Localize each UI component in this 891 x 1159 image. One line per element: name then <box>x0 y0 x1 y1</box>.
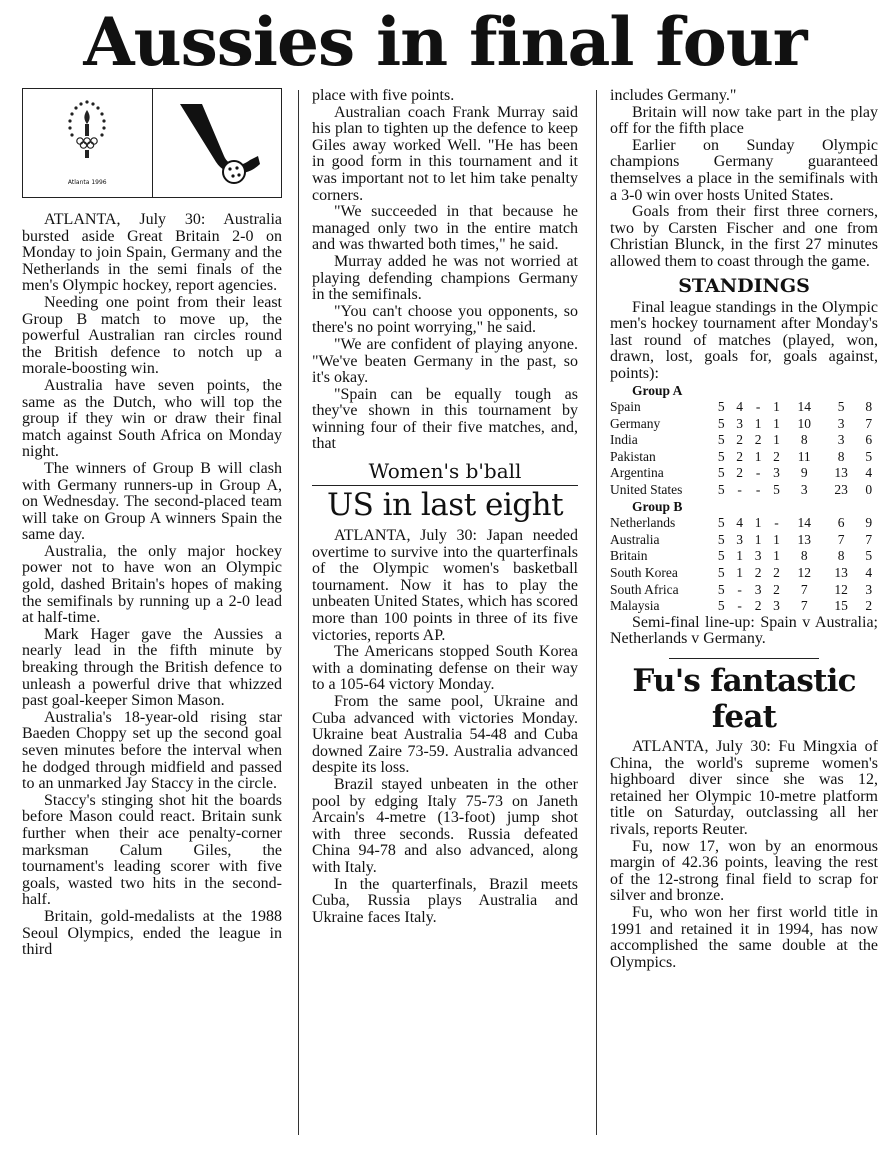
article-paragraph: Fu, who won her first world title in 1991 and retained it in 1994, has now accomplished the same double at the Olympics. <box>610 903 878 971</box>
standings-cell: 1 <box>736 565 744 581</box>
standings-cell: - <box>755 399 761 415</box>
standings-cell: - <box>737 482 742 498</box>
olympic-logo <box>23 89 152 197</box>
standings-table <box>610 383 878 615</box>
standings-cell: 4 <box>865 465 873 481</box>
article-paragraph: Britain, gold-medalists at the 1988 Seoul Olympics, ended the league in third <box>22 907 282 959</box>
standings-cell: 3 <box>736 415 744 431</box>
standings-cell: 1 <box>736 548 744 564</box>
standings-cell: 5 <box>717 531 725 547</box>
article-paragraph: Britain will now take part in the play off for the fifth place <box>610 103 878 138</box>
article-paragraph: Australian coach Frank Murray said his plan to tighten up the defence to keep Giles away worked Well. "He has been in good form in this tournament and it was important not to let him take penalty corners. <box>312 103 578 204</box>
group-name: Group A <box>632 382 683 398</box>
article-logos <box>22 88 282 198</box>
semifinal-lineup: Semi-final line-up: Spain v Australia; Netherlands v Germany. <box>610 613 878 648</box>
standings-row <box>610 598 878 615</box>
standings-cell: 12 <box>797 565 811 581</box>
standings-cell: - <box>755 482 761 498</box>
column-divider <box>298 90 299 1135</box>
article-paragraph: Mark Hager gave the Aussies a nearly lead in the fifth minute by breaking through the British defence to unleash a powerful drive that whizzed past goal-keeper Simon Mason. <box>22 625 282 710</box>
standings-cell: 23 <box>834 482 848 498</box>
team-name: Pakistan <box>610 448 656 464</box>
article-paragraph: includes Germany." <box>610 87 737 104</box>
standings-row <box>610 565 878 582</box>
team-name: South Africa <box>610 581 679 597</box>
standings-cell: 5 <box>773 482 780 498</box>
article-paragraph: ATLANTA, July 30: Japan needed overtime to survive into the quarterfinals of the Olympic women's basketball tournament. Now it has to play the unbeaten United States, which has scored more than 100 points in three of its five victories, reports AP. <box>312 527 578 644</box>
standings-cell: 4 <box>736 399 744 415</box>
standings-row <box>610 548 878 565</box>
standings-cell: 3 <box>736 531 744 547</box>
standings-row <box>610 482 878 499</box>
hockey-article-column-1 <box>22 88 282 959</box>
standings-cell: 5 <box>837 399 845 415</box>
standings-row <box>610 432 878 449</box>
article-paragraph: place with five points. <box>312 87 455 104</box>
standings-cell: 2 <box>773 581 780 597</box>
article-paragraph: "We are confident of playing anyone. "We've beaten Germany in the past, so it's okay. <box>312 335 578 387</box>
standings-cell: 1 <box>754 531 762 547</box>
standings-cell: - <box>755 465 761 481</box>
standings-cell: 5 <box>865 548 873 564</box>
standings-cell: 2 <box>754 565 762 581</box>
article-column-2 <box>312 88 578 926</box>
article-paragraph: Murray added he was not worried at playing defending champions Germany in the semifinals. <box>312 252 578 304</box>
standings-cell: 2 <box>736 448 744 464</box>
article-paragraph: ATLANTA, July 30: Fu Mingxia of China, the world's supreme women's highboard diver since she was 12, retained her Olympic 10-metre platform title on Saturday, outclassing all her rivals, reports Reuter. <box>610 738 878 838</box>
standings-cell: 2 <box>773 448 780 464</box>
olympic-torch-icon <box>57 94 117 170</box>
standings-row <box>610 515 878 532</box>
standings-cell: 2 <box>736 432 744 448</box>
standings-cell: 7 <box>865 415 873 431</box>
standings-cell: 7 <box>800 581 808 597</box>
hockey-logo <box>152 89 282 197</box>
standings-cell: 5 <box>717 399 725 415</box>
standings-cell: 1 <box>773 531 780 547</box>
standings-cell: 7 <box>800 598 808 614</box>
article-paragraph: "Spain can be equally tough as they've shown in this tournament by winning four of their five matches, and, that <box>312 385 578 453</box>
standings-cell: 3 <box>837 432 845 448</box>
section-headline: Fu's fantastic feat <box>632 663 856 735</box>
standings-cell: 7 <box>865 531 873 547</box>
team-name: Argentina <box>610 465 664 481</box>
article-paragraph: The winners of Group B will clash with Germany runners-up in Group A, on Wednesday. The second-placed team will take on Group A winners Spain the same day. <box>22 459 282 544</box>
standings-cell: 3 <box>800 482 808 498</box>
standings-cell: 9 <box>800 465 808 481</box>
standings-cell: - <box>774 515 779 531</box>
standings-row <box>610 582 878 599</box>
standings-row <box>610 532 878 549</box>
standings-group-header <box>610 499 878 516</box>
standings-cell: - <box>737 598 742 614</box>
team-name: Britain <box>610 548 648 564</box>
standings-cell: 13 <box>834 465 848 481</box>
standings-cell: 5 <box>717 432 725 448</box>
article-paragraph: Needing one point from their least Group B match to move up, the powerful Australian ran circles round the British defence to notch up a morale-boosting win. <box>22 293 282 378</box>
article-paragraph: From the same pool, Ukraine and Cuba advanced with victories Monday. Ukraine beat Australia 54-48 and Cuba downed Zaire 73-59. Australia advanced despite its loss. <box>312 693 578 777</box>
standings-cell: 8 <box>837 548 845 564</box>
article-paragraph: "You can't choose you opponents, so there's no point worrying," he said. <box>312 302 578 337</box>
standings-cell: 8 <box>837 448 845 464</box>
standings-cell: 15 <box>834 598 848 614</box>
standings-cell: 5 <box>717 581 725 597</box>
team-name: Australia <box>610 531 660 547</box>
standings-cell: 2 <box>865 598 873 614</box>
standings-cell: 6 <box>865 432 873 448</box>
standings-cell: 9 <box>865 515 873 531</box>
team-name: United States <box>610 482 683 498</box>
page-headline: Aussies in final four <box>83 3 807 81</box>
standings-row <box>610 399 878 416</box>
standings-cell: 5 <box>717 465 725 481</box>
article-paragraph: ATLANTA, July 30: Australia bursted aside Great Britain 2-0 on Monday to join Spain, Germany and the Netherlands in the semi finals of the men's Olympic hockey, report agencies. <box>22 211 282 295</box>
standings-cell: 8 <box>800 432 808 448</box>
section-kicker: Women's b'ball <box>312 459 578 486</box>
article-paragraph: Australia have seven points, the same as the Dutch, who will top the group if they win or draw their final match against South Africa on Monday night. <box>22 376 282 461</box>
standings-title: STANDINGS <box>678 274 810 297</box>
standings-cell: 2 <box>773 565 780 581</box>
standings-row <box>610 416 878 433</box>
article-paragraph: "We succeeded in that because he managed only two in the entire match and was thwarted both times," he said. <box>312 203 578 254</box>
standings-row <box>610 465 878 482</box>
article-paragraph: Staccy's stinging shot hit the boards before Mason could react. Britain sunk further when their ace penalty-corner marksman Calum Giles, the tournament's leading scorer with five goals, wasted two hits in the second-half. <box>22 791 282 909</box>
standings-cell: 5 <box>717 515 725 531</box>
standings-cell: 3 <box>837 415 845 431</box>
standings-cell: 4 <box>736 515 744 531</box>
standings-cell: 8 <box>800 548 808 564</box>
standings-cell: 12 <box>834 581 848 597</box>
team-name: India <box>610 432 638 448</box>
section-headline: US in last eight <box>326 487 564 524</box>
article-paragraph: Brazil stayed unbeaten in the other pool by edging Italy 75-73 on Janeth Arcain's 4-metre (13-foot) jump shot with three seconds. Russia defeated China 94-78 and also advanced, along with Italy. <box>312 775 578 876</box>
standings-row <box>610 449 878 466</box>
standings-cell: 5 <box>717 415 725 431</box>
team-name: Malaysia <box>610 598 660 614</box>
standings-cell: 1 <box>754 448 762 464</box>
team-name: Netherlands <box>610 515 676 531</box>
group-name: Group B <box>632 498 683 514</box>
logo-caption: Atlanta 1996 <box>67 179 107 186</box>
standings-cell: 3 <box>773 598 780 614</box>
standings-cell: 14 <box>797 399 811 415</box>
standings-cell: 5 <box>865 448 873 464</box>
standings-cell: 5 <box>717 548 725 564</box>
standings-cell: 3 <box>754 581 762 597</box>
standings-cell: 1 <box>773 432 780 448</box>
standings-cell: 6 <box>837 515 845 531</box>
standings-cell: 13 <box>797 531 811 547</box>
standings-cell: 11 <box>797 448 811 464</box>
article-paragraph: Goals from their first three corners, two by Carsten Fischer and one from Christian Blunck, in the first 27 minutes allowed them to coast through the game. <box>610 203 878 270</box>
team-name: South Korea <box>610 565 678 581</box>
section-divider <box>669 658 819 659</box>
standings-cell: 3 <box>773 465 780 481</box>
standings-cell: 1 <box>773 548 780 564</box>
standings-cell: 2 <box>754 432 762 448</box>
article-paragraph: In the quarterfinals, Brazil meets Cuba, Russia plays Australia and Ukraine faces Italy. <box>312 875 578 926</box>
standings-cell: 5 <box>717 565 725 581</box>
standings-cell: 3 <box>865 581 873 597</box>
standings-cell: 13 <box>834 565 848 581</box>
standings-cell: 4 <box>865 565 873 581</box>
standings-cell: - <box>737 581 742 597</box>
team-name: Spain <box>610 399 641 415</box>
standings-cell: 5 <box>717 448 725 464</box>
standings-cell: 5 <box>717 598 725 614</box>
article-column-3 <box>610 88 878 971</box>
standings-cell: 1 <box>773 399 780 415</box>
article-paragraph: Australia, the only major hockey power not to have won an Olympic gold, dashed Britain's hopes of making the semifinals by running up a 2-0 lead at half-time. <box>22 542 282 627</box>
standings-cell: 1 <box>754 415 762 431</box>
hockey-stick-icon <box>162 98 272 188</box>
standings-cell: 1 <box>773 415 780 431</box>
standings-cell: 14 <box>797 515 811 531</box>
article-paragraph: The Americans stopped South Korea with a dominating defense on their way to a 105-64 victory Monday. <box>312 643 578 694</box>
team-name: Germany <box>610 415 661 431</box>
standings-cell: 7 <box>837 531 845 547</box>
standings-cell: 2 <box>736 465 744 481</box>
standings-group-header <box>610 383 878 400</box>
standings-cell: 3 <box>754 548 762 564</box>
standings-cell: 10 <box>797 415 811 431</box>
standings-cell: 0 <box>865 482 873 498</box>
article-paragraph: Earlier on Sunday Olympic champions Germany guaranteed themselves a place in the semifinals with a 3-0 win over hosts United States. <box>610 136 878 204</box>
article-paragraph: Fu, now 17, won by an enormous margin of 42.36 points, leaving the rest of the 12-strong final field to scrap for silver and bronze. <box>610 837 878 905</box>
standings-cell: 1 <box>754 515 762 531</box>
standings-cell: 5 <box>717 482 725 498</box>
standings-intro: Final league standings in the Olympic men's hockey tournament after Monday's last round of matches (played, won, drawn, lost, goals for, goals against, points): <box>610 298 878 382</box>
article-paragraph: Australia's 18-year-old rising star Baeden Choppy set up the second goal seven minutes before the interval when he dodged through midfield and passed to an unmarked Jay Staccy in the circle. <box>22 708 282 793</box>
column-divider <box>596 90 597 1135</box>
standings-cell: 8 <box>865 399 873 415</box>
standings-cell: 2 <box>754 598 762 614</box>
